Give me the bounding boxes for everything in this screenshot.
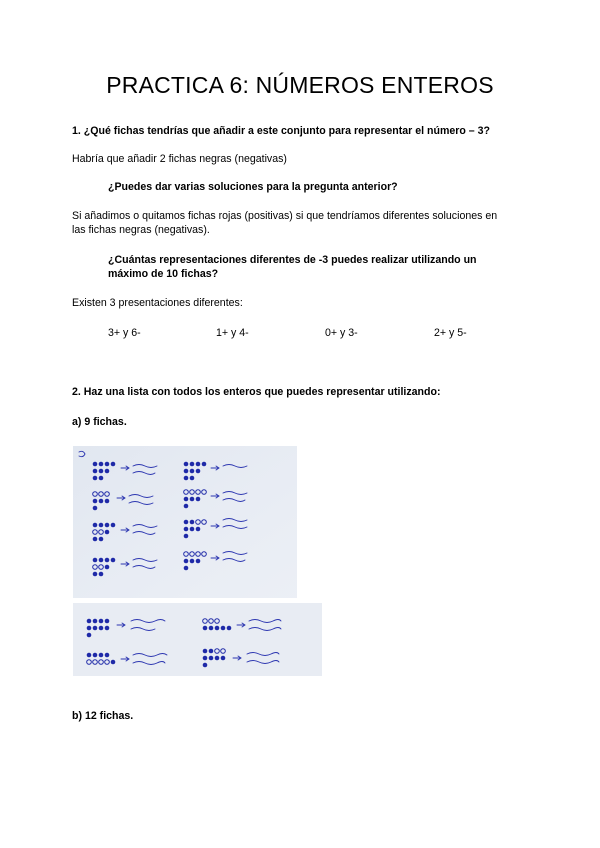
combination-4: 2+ y 5- (434, 327, 467, 339)
photo-drawing-extra (73, 603, 322, 676)
answer-1-sub1-line2: las fichas negras (negativas). (72, 224, 210, 236)
answer-1: Habría que añadir 2 fichas negras (negativas) (72, 153, 287, 165)
answer-1-sub2: Existen 3 presentaciones diferentes: (72, 297, 243, 309)
combination-1: 3+ y 6- (108, 327, 141, 339)
answer-1-sub1-line1: Si añadimos o quitamos fichas rojas (positivas) si que tendríamos diferentes soluciones en (72, 210, 498, 222)
question-2: 2. Haz una lista con todos los enteros que puedes representar utilizando: (72, 386, 441, 398)
question-2-part-b: b) 12 fichas. (72, 710, 134, 722)
question-1: 1. ¿Qué fichas tendrías que añadir a este conjunto para representar el número – 3? (72, 125, 490, 137)
page-title: PRACTICA 6: NÚMEROS ENTEROS (106, 72, 494, 98)
question-1-sub2-line2: máximo de 10 fichas? (108, 268, 219, 280)
question-1-sub1: ¿Puedes dar varias soluciones para la pregunta anterior? (108, 181, 398, 193)
photo-drawing (73, 446, 297, 598)
combination-2: 1+ y 4- (216, 327, 249, 339)
combination-3: 0+ y 3- (325, 327, 358, 339)
question-1-sub2-line1: ¿Cuántas representaciones diferentes de -3 puedes realizar utilizando un (108, 254, 477, 266)
photo-handwritten-chips-9-extra (73, 603, 322, 676)
question-2-part-a: a) 9 fichas. (72, 416, 127, 428)
photo-handwritten-chips-9 (73, 446, 297, 598)
